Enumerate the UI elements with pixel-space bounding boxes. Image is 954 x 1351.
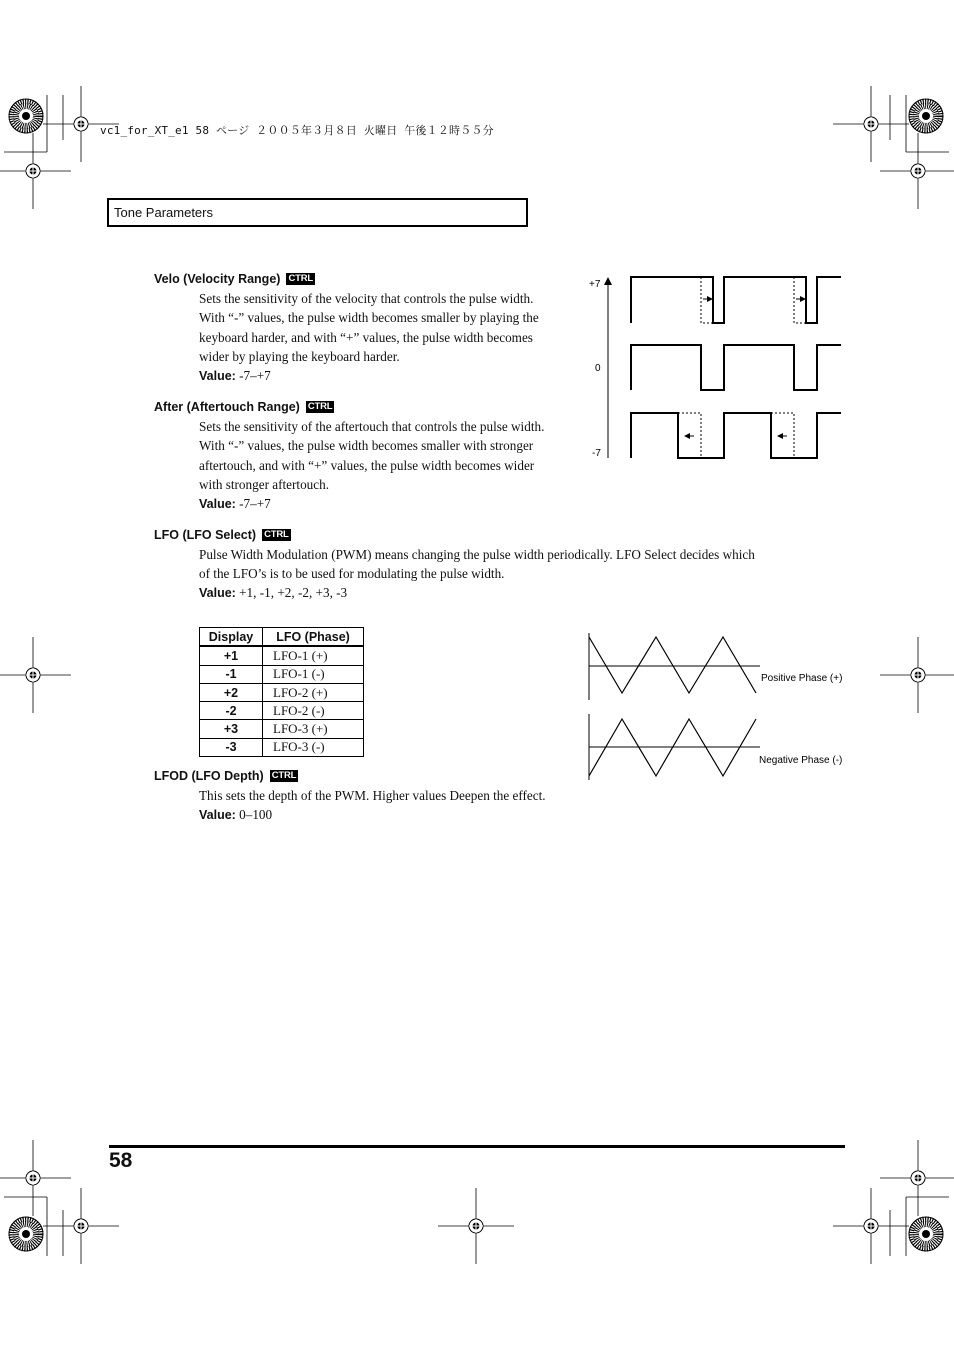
value-label: Value: <box>199 586 236 600</box>
after-desc-line: with stronger aftertouch. <box>199 476 330 492</box>
print-header: vc1_for_XT_e1 58 ページ ２００５年３月８日 火曜日 午後１２時５５分 <box>100 124 494 137</box>
velo-description <box>199 289 539 366</box>
table-cell-display: -3 <box>200 738 263 756</box>
table-cell-phase: LFO-1 (+) <box>263 646 364 665</box>
ctrl-badge: CTRL <box>288 273 313 284</box>
pulse-wave-normal <box>631 345 841 390</box>
section-header-box <box>107 198 528 227</box>
pulse-wave-narrow <box>631 413 841 458</box>
table-row <box>200 720 364 738</box>
table-row <box>200 665 364 683</box>
velo-desc-line: With “-” values, the pulse width becomes smaller by playing the <box>199 310 539 326</box>
lfo-title-text: LFO (LFO Select) <box>154 528 257 542</box>
velo-desc-line: keyboard harder, and with “+” values, the pulse width becomes <box>199 329 533 345</box>
velo-desc-line: Sets the sensitivity of the velocity that controls the pulse width. <box>199 291 534 306</box>
table-cell-display: +2 <box>200 683 263 701</box>
lfo-value-line <box>199 583 347 603</box>
lfo-select-table <box>199 627 364 757</box>
table-header-phase: LFO (Phase) <box>263 628 364 647</box>
after-value: -7–+7 <box>239 496 271 511</box>
ctrl-badge: CTRL <box>271 770 297 781</box>
axis-label-plus7: +7 <box>589 279 601 290</box>
after-desc-line: With “-” values, the pulse width becomes smaller with stronger <box>199 438 534 454</box>
table-cell-display: -1 <box>200 665 263 683</box>
lfo-description <box>199 545 755 584</box>
ctrl-badge: CTRL <box>264 529 289 540</box>
negative-phase-label: Negative Phase (-) <box>759 755 843 766</box>
lfod-title-text: LFOD (LFO Depth) <box>154 769 264 783</box>
table-cell-phase: LFO-3 (+) <box>263 720 364 738</box>
pulse-wave-wide <box>631 277 841 323</box>
positive-phase-label: Positive Phase (+) <box>761 673 843 684</box>
axis-label-zero: 0 <box>595 363 601 374</box>
pulse-width-diagram <box>585 270 845 470</box>
table-cell-phase: LFO-3 (-) <box>263 738 364 756</box>
table-header-row <box>200 628 364 647</box>
table-row <box>200 702 364 720</box>
section-label: Tone Parameters <box>114 205 213 220</box>
lfo-phase-diagram <box>585 628 845 786</box>
velo-desc-line: wider by playing the keyboard harder. <box>199 348 400 364</box>
lfo-desc-line: Pulse Width Modulation (PWM) means changing the pulse width periodically. LFO Select decides which <box>199 547 755 562</box>
table-row <box>200 738 364 756</box>
table-cell-display: +3 <box>200 720 263 738</box>
after-param-title <box>154 400 334 414</box>
table-cell-display: -2 <box>200 702 263 720</box>
velo-value: -7–+7 <box>239 368 271 383</box>
table-cell-phase: LFO-1 (-) <box>263 665 364 683</box>
table-cell-display: +1 <box>200 646 263 665</box>
axis-label-minus7: -7 <box>592 448 601 459</box>
value-label: Value: <box>199 808 236 822</box>
after-desc-line: Sets the sensitivity of the aftertouch that controls the pulse width. <box>199 419 545 434</box>
lfod-param-title <box>154 769 298 783</box>
after-desc-line: aftertouch, and with “+” values, the pulse width becomes wider <box>199 457 535 473</box>
velo-value-line <box>199 366 271 386</box>
after-title-text: After (Aftertouch Range) <box>154 400 300 414</box>
after-value-line <box>199 494 271 514</box>
velo-title-text: Velo (Velocity Range) <box>154 272 281 286</box>
lfod-value-line <box>199 805 272 825</box>
lfod-description <box>199 786 546 805</box>
footer-rule <box>109 1145 845 1148</box>
triangle-wave-positive <box>589 637 756 693</box>
after-description <box>199 417 544 494</box>
value-label: Value: <box>199 369 236 383</box>
table-header-display: Display <box>200 628 263 647</box>
table-row <box>200 646 364 665</box>
value-label: Value: <box>199 497 236 511</box>
lfod-value: 0–100 <box>239 807 273 822</box>
table-row <box>200 683 364 701</box>
lfo-desc-line: of the LFO’s is to be used for modulating the pulse width. <box>199 566 505 582</box>
lfo-value: +1, -1, +2, -2, +3, -3 <box>239 585 348 600</box>
table-cell-phase: LFO-2 (-) <box>263 702 364 720</box>
velo-param-title <box>154 272 315 286</box>
ctrl-badge: CTRL <box>307 401 333 412</box>
table-cell-phase: LFO-2 (+) <box>263 683 364 701</box>
axis-arrow-icon <box>604 277 612 285</box>
lfo-param-title <box>154 528 291 542</box>
page-number: 58 <box>109 1149 133 1172</box>
lfod-desc-line: This sets the depth of the PWM. Higher values Deepen the effect. <box>199 788 546 803</box>
